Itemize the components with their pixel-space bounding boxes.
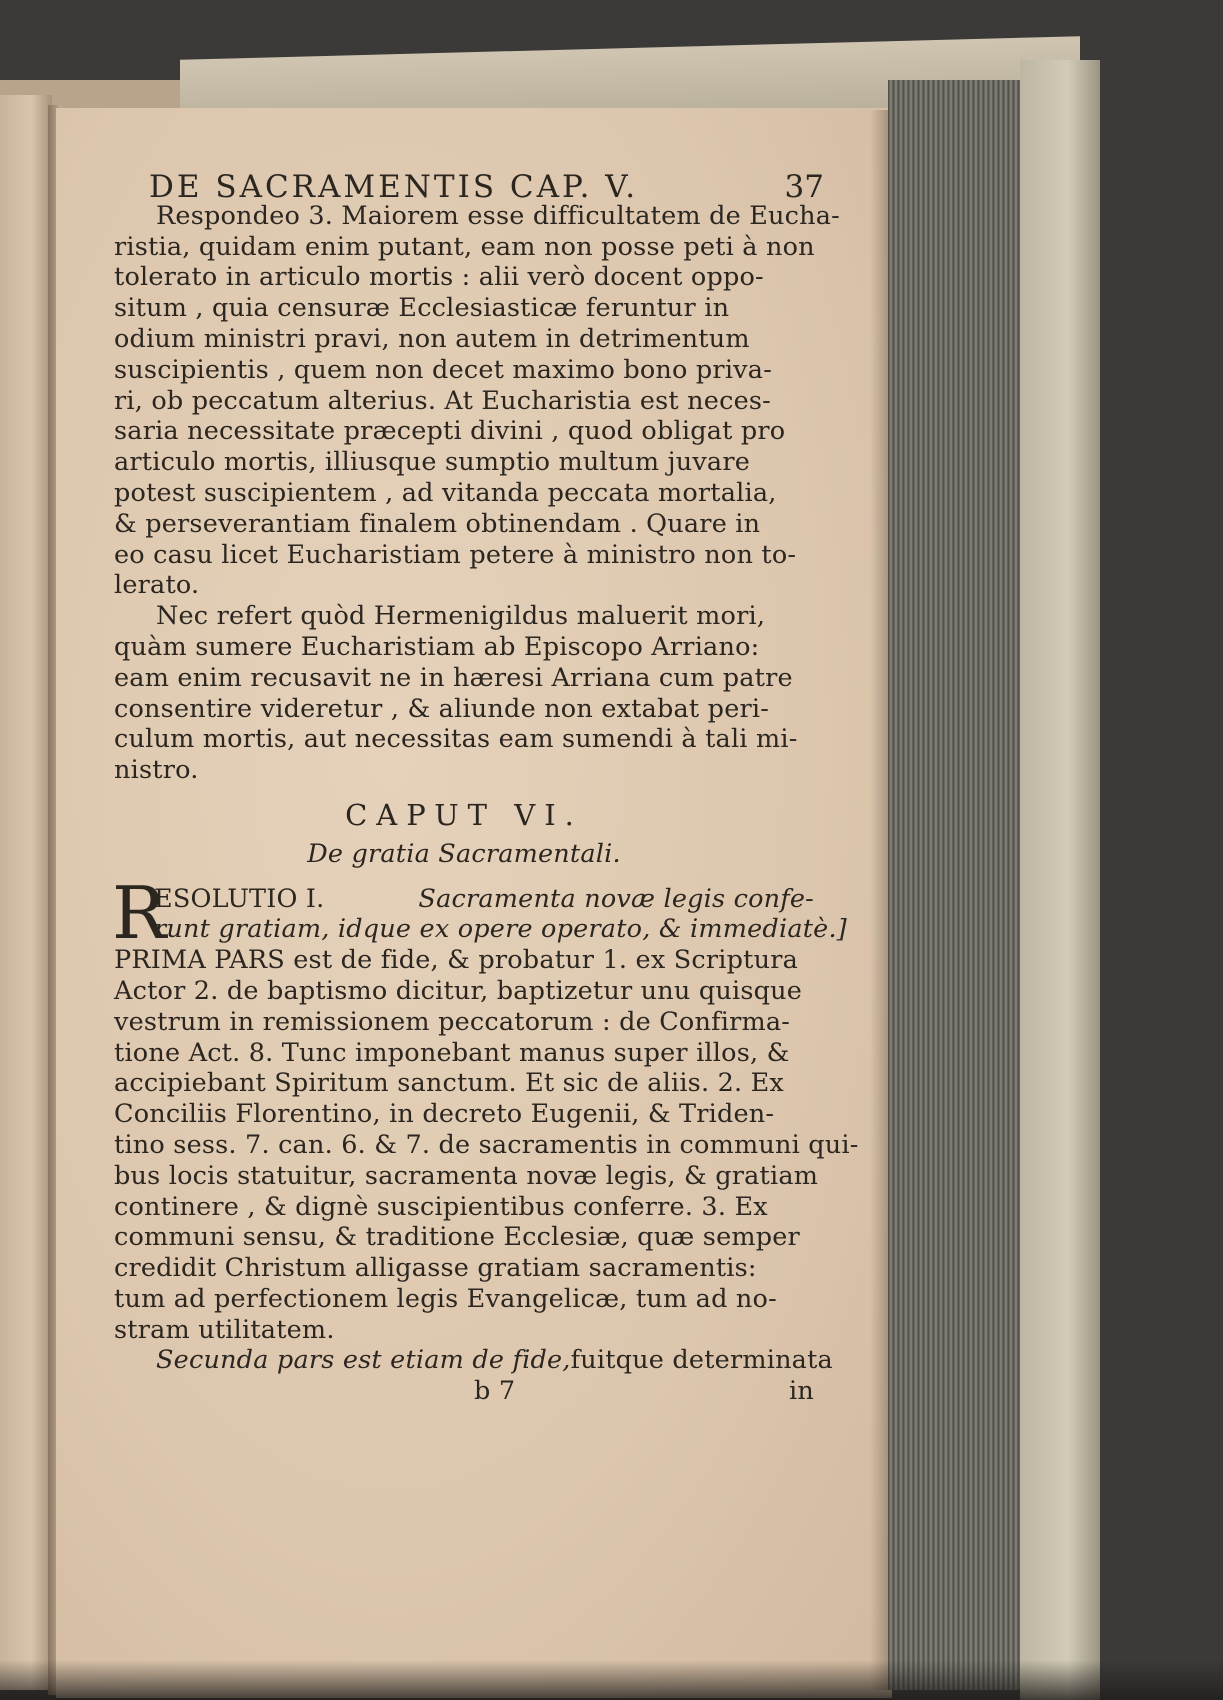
text-line [114, 632, 814, 663]
chapter-title: CAPUT VI. [345, 797, 583, 832]
line-text: tino sess. 7. can. 6. & 7. de sacramentis in communi qui- [114, 1129, 859, 1160]
text-line [114, 386, 814, 417]
text-line [114, 1192, 814, 1223]
text-line [114, 1099, 814, 1130]
text-line [114, 1284, 814, 1315]
resolutio-statement: Sacramenta novæ legis confe- [418, 883, 814, 914]
line-text: tum ad perfectionem legis Evangelicæ, tum ad no- [114, 1283, 777, 1314]
signature-mark: b 7 [474, 1376, 516, 1407]
line-text: accipiebant Spiritum sanctum. Et sic de aliis. 2. Ex [114, 1068, 785, 1099]
text-line [114, 1038, 814, 1069]
text-line [114, 293, 814, 324]
line-text: eam enim recusavit ne in hæresi Arriana cum patre [114, 662, 793, 693]
catchword: in [789, 1376, 814, 1407]
line-text: articulo mortis, illiusque sumptio multum juvare [114, 447, 751, 478]
line-text: ristia, quidam enim putant, eam non posse peti à non [114, 231, 815, 262]
text-line [114, 694, 814, 725]
left-page-edge [0, 95, 52, 1690]
chapter-subtitle: De gratia Sacramentali. [307, 838, 621, 869]
text-line [114, 232, 814, 263]
line-text: consentire videretur , & aliunde non extabat peri- [114, 693, 770, 724]
line-text: credidit Christum alligasse gratiam sacramentis: [114, 1253, 757, 1284]
line-text: Actor 2. de baptismo dicitur, baptizetur unu quisque [114, 975, 803, 1006]
resolutio-label: ESOLUTIO I. [154, 883, 325, 914]
line-text: ri, ob peccatum alterius. At Eucharistia est neces- [114, 385, 771, 416]
text-line [114, 755, 814, 786]
running-head-title: DE SACRAMENTIS CAP. V. [149, 169, 639, 205]
text-line [114, 1007, 814, 1038]
text-line [114, 200, 840, 232]
text-line [114, 1222, 814, 1253]
page-text-block [112, 169, 859, 1407]
text-line [114, 1129, 859, 1161]
paragraph-respondeo [114, 200, 840, 601]
line-text: lerato. [114, 570, 200, 601]
line-text: eo casu licet Eucharistiam petere à ministro non to- [114, 539, 797, 570]
text-line [114, 1068, 814, 1099]
page-footer [114, 1376, 814, 1407]
line-text: tione Act. 8. Tunc imponebant manus super illos, & [114, 1037, 790, 1068]
line-text: Nec refert quòd Hermenigildus maluerit mori, [156, 601, 766, 632]
line-text: situm , quia censuræ Ecclesiasticæ feruntur in [114, 293, 730, 324]
text-line [114, 976, 814, 1007]
text-line [114, 945, 814, 976]
line-text: stram utilitatem. [114, 1314, 335, 1345]
line-text: Conciliis Florentino, in decreto Eugenii, & Triden- [114, 1099, 775, 1130]
text-line [114, 570, 814, 601]
secunda-pars-italic: Secunda pars est etiam de fide, [156, 1345, 571, 1376]
line-text: culum mortis, aut necessitas eam sumendi à tali mi- [114, 724, 798, 755]
vellum-cover-edge [1020, 60, 1100, 1700]
running-head [149, 169, 824, 205]
secunda-pars-rest: fuitque determinata [570, 1345, 833, 1376]
line-text: potest suscipientem , ad vitanda peccata mortalia, [114, 477, 777, 508]
line-text: nistro. [114, 755, 199, 786]
line-text: saria necessitate præcepti divini , quod obligat pro [114, 416, 786, 447]
bottom-shadow [0, 1660, 1223, 1700]
line-text: tolerato in articulo mortis : alii verò docent oppo- [114, 262, 764, 293]
text-line [114, 1160, 819, 1192]
text-line [114, 663, 814, 694]
text-line [114, 509, 814, 540]
text-line [114, 601, 814, 632]
drop-cap: R [112, 870, 167, 955]
text-line [114, 914, 847, 945]
line-text: vestrum in remissionem peccatorum : de Confirma- [114, 1006, 791, 1037]
text-line [114, 416, 814, 447]
text-line-secunda [114, 1345, 833, 1376]
line-text: suscipientis , quem non decet maximo bono priva- [114, 354, 773, 385]
line-text: PRIMA PARS est de fide, & probatur 1. ex Scriptura [114, 945, 798, 976]
line-text: quàm sumere Eucharistiam ab Episcopo Arriano: [114, 631, 760, 662]
text-line [114, 447, 814, 478]
text-line [114, 262, 814, 293]
line-text: communi sensu, & traditione Ecclesiæ, quæ semper [114, 1222, 800, 1253]
line-text: Respondeo 3. Maiorem esse difficultatem de Eucha- [156, 200, 840, 231]
line-text: bus locis statuitur, sacramenta novæ legis, & gratiam [114, 1160, 819, 1191]
text-line [114, 724, 814, 755]
paragraph-prima-pars [114, 945, 859, 1345]
line-text: & perseverantiam finalem obtinendam . Quare in [114, 508, 761, 539]
line-text: continere , & dignè suscipientibus conferre. 3. Ex [114, 1191, 768, 1222]
text-line [114, 540, 814, 571]
text-line [114, 355, 814, 386]
text-line [114, 1253, 814, 1284]
book-fore-edge [888, 80, 1028, 1690]
text-line [114, 324, 814, 355]
resolutio-heading [112, 870, 847, 955]
text-line [114, 884, 814, 915]
paragraph-hermenigildus [114, 601, 814, 786]
resolutio-statement-cont: runt gratiam, idque ex opere operato, & immediatè.] [154, 914, 847, 945]
text-line [114, 1315, 814, 1346]
text-line [114, 478, 814, 509]
line-text: odium ministri pravi, non autem in detrimentum [114, 323, 750, 354]
page-number: 37 [784, 169, 824, 205]
